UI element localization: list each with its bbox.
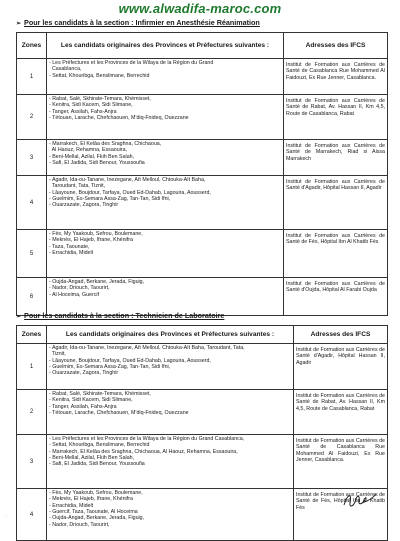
province-line: - Settat, Khouribga, Benslimane, Berrechid <box>49 442 150 449</box>
province-line: - Settat, Khouribga, Benslimane, Berrechid <box>49 72 150 79</box>
province-line: - Errachidia, Midelt <box>49 502 94 509</box>
province-line: Taroudant, Tata, Tiznit, <box>49 183 106 190</box>
watermark: www.alwadifa-maroc.com <box>118 1 282 16</box>
section-title-anesthesie <box>16 18 260 27</box>
section-title-text: Pour les candidats à la section : Infirmier en Anesthésie Réanimation <box>24 18 260 27</box>
province-line: - Beni-Mellal, Azilal, Fkih Ben Salah, <box>49 153 135 160</box>
header-zones: Zones <box>17 33 47 59</box>
province-line: - Ouarzazate, Zagora, Tinghir <box>49 202 119 209</box>
province-line: - Les Préfectures et les Provinces de la Wilaya de la Région du Grand Casablanca, <box>49 436 245 442</box>
province-line: Tiznit, <box>49 351 66 358</box>
table-row <box>17 176 388 230</box>
table-row <box>17 230 388 278</box>
province-line: - Fès, My Yaakoub, Sefrou, Boulemane, <box>49 490 143 496</box>
table-row <box>17 95 388 140</box>
ifcs-address: Institut de Formation aux Carrières de Santé de Fès, Hôpital Ibn Al Khatib Fès <box>294 489 388 541</box>
province-line: - Lâayoune, Boujdour, Tarfaya, Oued Ed-Dahab, Lagouira, Aousserd, <box>49 189 211 196</box>
zones-table-laboratoire <box>16 325 388 541</box>
header-provinces: Les candidats originaires des Provinces et Préfectures suivantes : <box>47 33 284 59</box>
header-zones: Zones <box>17 326 47 344</box>
zone-number: 3 <box>17 140 47 176</box>
ifcs-address: Institut de Formation aux Carrières de Santé de Casablanca Rue Mohammed Al Faidouzi, Ex Rue Jenner, Casablanca. <box>294 435 388 489</box>
province-line: - Agadir, Ida-ou-Tanane, Inezegane, Aït Melloul, Chtouka-Aït Baha, <box>49 177 206 183</box>
table-row <box>17 489 388 541</box>
province-line: - Fès, My Yaakoub, Sefrou, Boulemane, <box>49 231 143 237</box>
province-line: - Marrakech, El Kelâa des Sraghna, Chichaoua, <box>49 141 162 147</box>
page-footer-mark: · <box>6 514 8 519</box>
ifcs-address: Institut de Formation aux Carrières de Santé de Rabat, Av. Hassan II, Km 4,5, Route de Casablanca, Rabat <box>294 390 388 435</box>
zone-number: 5 <box>17 230 47 278</box>
provinces-cell <box>47 278 284 316</box>
ifcs-address: Institut de Formation aux Carrières de Santé d'Agadir, Hôpital Hassan II, Agadir <box>284 176 388 230</box>
header-ifcs: Adresses des IFCS <box>294 326 388 344</box>
section-title-text: Pour les candidats à la section : Technicien de Laboratoire <box>24 311 225 320</box>
province-line: - Marrakech, El Kelâa des Sraghna, Chichaoua, Al Haouz, Rehamna, Essaouira, <box>49 448 238 455</box>
province-line: - Guelmim, Es-Semara Assa-Zag, Tan-Tan, Sidi Ifni, <box>49 196 171 203</box>
province-line: - Nador, Driouch, Taourirt, <box>49 521 110 528</box>
bullet-icon: ➢ <box>16 21 22 27</box>
header-provinces: Les candidats originaires des Provinces et Préfectures suivantes : <box>47 326 294 344</box>
province-line: - Meknès, El Hajeb, Ifrane, Khénifra <box>49 237 133 244</box>
table-row <box>17 390 388 435</box>
provinces-cell <box>47 489 294 541</box>
province-line: - Tanger, Assilah, Fahs-Anjra <box>49 403 117 410</box>
zone-number: 2 <box>17 390 47 435</box>
bullet-icon: ➢ <box>16 314 22 320</box>
ifcs-address: Institut de Formation aux Carrières de Santé d'Agadir, Hôpital Hassan II, Agadir <box>294 344 388 390</box>
provinces-cell <box>47 435 294 489</box>
ifcs-address: Institut de Formation aux Carrières de Santé de Rabat, Av. Hassan II, Km 4,5, Route de Casablanca, Rabat <box>284 95 388 140</box>
zone-number: 3 <box>17 435 47 489</box>
province-line: - Agadir, Ida-ou-Tanane, Inezegane, Aït Melloul, Chtouka-Aït Baha, Taroudant, Tata, <box>49 345 245 351</box>
ifcs-address: Institut de Formation aux Carrières de Santé d'Oujda, Hôpital Al Farabi Oujda <box>284 278 388 316</box>
province-line: - Tétouan, Larache, Chefchaouen, M'diq-Fnideq, Ouezzane <box>49 115 189 122</box>
provinces-cell <box>47 59 284 95</box>
provinces-cell <box>47 140 284 176</box>
zone-number: 1 <box>17 59 47 95</box>
province-line: - Safi, El Jadida, Sidi Benour, Youssoufia <box>49 461 145 468</box>
province-line: - Taza, Taounate, <box>49 243 90 250</box>
zone-number: 4 <box>17 176 47 230</box>
province-line: - Rabat, Salé, Skhirate-Temara, Khémisset, <box>49 96 151 102</box>
header-ifcs: Adresses des IFCS <box>284 33 388 59</box>
province-line: - Tanger, Assilah, Fahs-Anjra <box>49 108 117 115</box>
table-row <box>17 140 388 176</box>
province-line: Casablanca, <box>49 66 82 73</box>
provinces-cell <box>47 95 284 140</box>
province-line: - Guercif, Taza, Taounate, Al Hoceima <box>49 509 138 516</box>
zones-table-anesthesie <box>16 32 388 316</box>
province-line: - Les Préfectures et les Provinces de la Wilaya de la Région du Grand <box>49 60 214 66</box>
section-title-laboratoire <box>16 311 224 320</box>
provinces-cell <box>47 390 294 435</box>
province-line: - Errachidia, Midelt <box>49 250 94 257</box>
ifcs-address: Institut de Formation aux Carrières de Santé de Marrakech, Riad si Aissa Marrakech <box>284 140 388 176</box>
signature-icon <box>340 489 380 511</box>
ifcs-address: Institut de Formation aux Carrières de Santé de Fès, Hôpital Ibn Al Khatib Fès <box>284 230 388 278</box>
zone-number: 1 <box>17 344 47 390</box>
province-line: - Kenitra, Sidi Kacem, Sidi Slimane, <box>49 397 133 404</box>
province-line: - Nador, Driouch, Taourirt, <box>49 285 110 292</box>
province-line: - Oujda-Angad, Berkane, Jerada, Figuig, <box>49 279 145 285</box>
province-line: - Tétouan, Larache, Chefchaouen, M'diq-Fnideq, Ouezzane <box>49 410 189 417</box>
province-line: - Meknès, El Hajeb, Ifrane, Khénifra <box>49 496 133 503</box>
province-line: Al Haouz, Rehamna, Essaouira, <box>49 147 128 154</box>
zone-number: 6 <box>17 278 47 316</box>
ifcs-address: Institut de Formation aux Carrières de Santé de Casablanca Rue Mohammed Al Faidouzi, Ex Rue Jenner, Casablanca. <box>284 59 388 95</box>
provinces-cell <box>47 230 284 278</box>
table-row <box>17 59 388 95</box>
provinces-cell <box>47 344 294 390</box>
province-line: - Ouarzazate, Zagora, Tinghir <box>49 370 119 377</box>
table-row <box>17 344 388 390</box>
province-line: - Oujda-Angad, Berkane, Jerada, Figuig, <box>49 515 145 522</box>
zone-number: 2 <box>17 95 47 140</box>
province-line: - Al Hoceima, Guercif <box>49 291 100 298</box>
zone-number: 4 <box>17 489 47 541</box>
province-line: - Kenitra, Sidi Kacem, Sidi Slimane, <box>49 102 133 109</box>
province-line: - Guelmim, Es-Semara Assa-Zag, Tan-Tan, Sidi Ifni, <box>49 364 171 371</box>
table-row <box>17 278 388 316</box>
table-row <box>17 435 388 489</box>
province-line: - Rabat, Salé, Skhirate-Temara, Khémisset, <box>49 391 151 397</box>
province-line: - Beni-Mellal, Azilal, Fkih Ben Salah, <box>49 455 135 462</box>
province-line: - Lâayoune, Boujdour, Tarfaya, Oued Ed-Dahab, Lagouira, Aousserd, <box>49 357 211 364</box>
provinces-cell <box>47 176 284 230</box>
province-line: - Safi, El Jadida, Sidi Benour, Youssoufia <box>49 160 145 167</box>
